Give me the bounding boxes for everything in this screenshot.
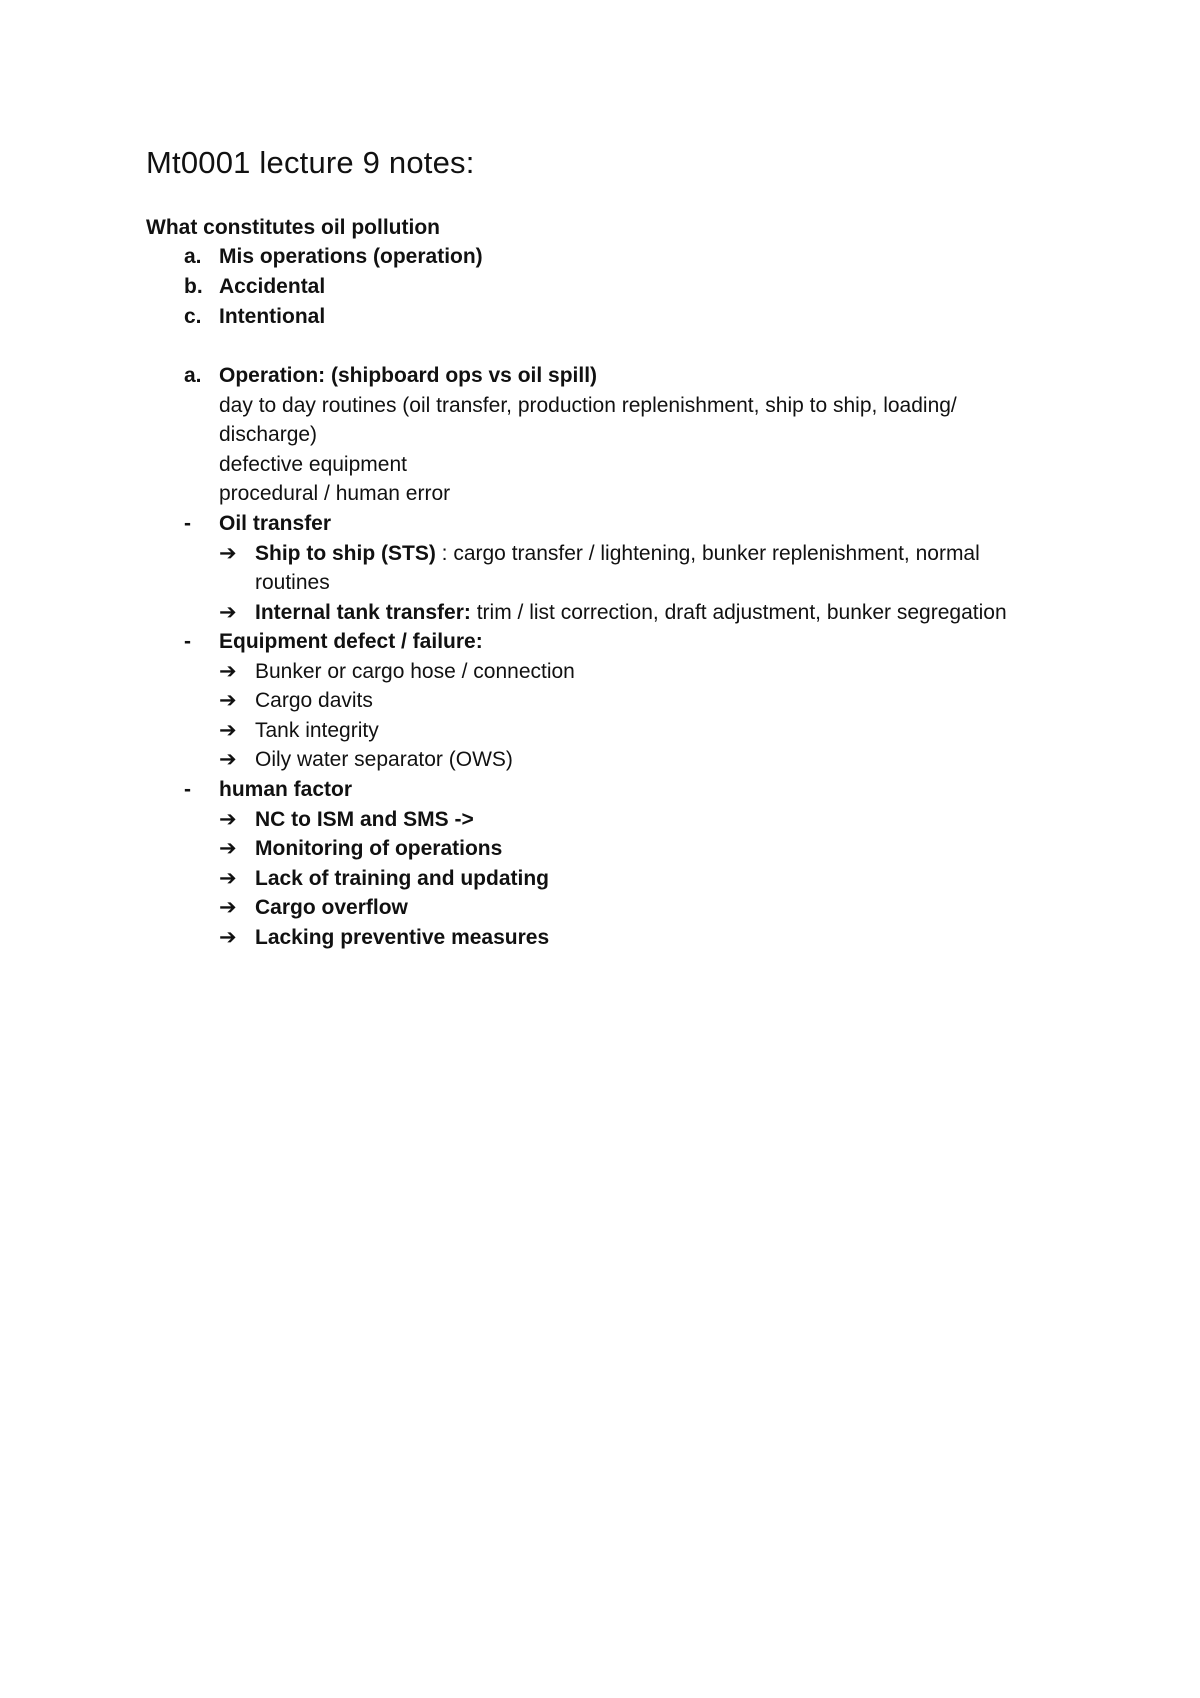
- list-item-intentional: Intentional: [219, 305, 326, 328]
- operation-line: procedural / human error: [219, 482, 451, 505]
- oil-transfer-heading: Oil transfer: [219, 512, 332, 535]
- arrow-icon: ➔: [219, 926, 237, 949]
- operation-heading: Operation: (shipboard ops vs oil spill): [219, 364, 598, 387]
- human-factor-item: Lacking preventive measures: [255, 926, 550, 949]
- list-marker-c: c.: [184, 305, 202, 328]
- list-marker-b: b.: [184, 275, 203, 298]
- equipment-item: Oily water separator (OWS): [255, 748, 513, 771]
- arrow-icon: ➔: [219, 748, 237, 771]
- human-factor-item: Cargo overflow: [255, 896, 408, 919]
- sts-item: [255, 540, 980, 568]
- operation-line: defective equipment: [219, 453, 407, 476]
- sts-description: : cargo transfer / lightening, bunker replenishment, normal: [435, 542, 980, 565]
- dash-marker: -: [184, 630, 191, 653]
- human-factor-item: Lack of training and updating: [255, 867, 549, 890]
- arrow-icon: ➔: [219, 660, 237, 683]
- internal-tank-item: [255, 599, 1007, 627]
- arrow-icon: ➔: [219, 837, 237, 860]
- internal-tank-label: Internal tank transfer:: [255, 601, 471, 624]
- equipment-heading: Equipment defect / failure:: [219, 630, 483, 653]
- sts-label: Ship to ship (STS): [255, 542, 436, 565]
- human-factor-item: Monitoring of operations: [255, 837, 503, 860]
- arrow-icon: ➔: [219, 719, 237, 742]
- arrow-icon: ➔: [219, 808, 237, 831]
- operation-line: discharge): [219, 423, 318, 446]
- dash-marker: -: [184, 778, 191, 801]
- internal-tank-description: trim / list correction, draft adjustment, bunker segregation: [470, 601, 1007, 624]
- sts-continuation: routines: [255, 571, 330, 594]
- section-heading: What constitutes oil pollution: [146, 216, 440, 239]
- human-factor-heading: human factor: [219, 778, 353, 801]
- list-item-mis-operations: Mis operations (operation): [219, 245, 483, 268]
- arrow-icon: ➔: [219, 689, 237, 712]
- equipment-item: Tank integrity: [255, 719, 379, 742]
- equipment-item: Bunker or cargo hose / connection: [255, 660, 575, 683]
- dash-marker: -: [184, 512, 191, 535]
- list-marker-a: a.: [184, 245, 202, 268]
- list-marker-operation: a.: [184, 364, 202, 387]
- arrow-icon: ➔: [219, 867, 237, 890]
- equipment-item: Cargo davits: [255, 689, 373, 712]
- arrow-icon: ➔: [219, 896, 237, 919]
- page-title: Mt0001 lecture 9 notes:: [146, 145, 475, 180]
- arrow-icon: ➔: [219, 601, 237, 624]
- list-item-accidental: Accidental: [219, 275, 326, 298]
- operation-line: day to day routines (oil transfer, production replenishment, ship to ship, loading/: [219, 394, 957, 417]
- human-factor-item: NC to ISM and SMS ->: [255, 808, 474, 831]
- arrow-icon: ➔: [219, 542, 237, 565]
